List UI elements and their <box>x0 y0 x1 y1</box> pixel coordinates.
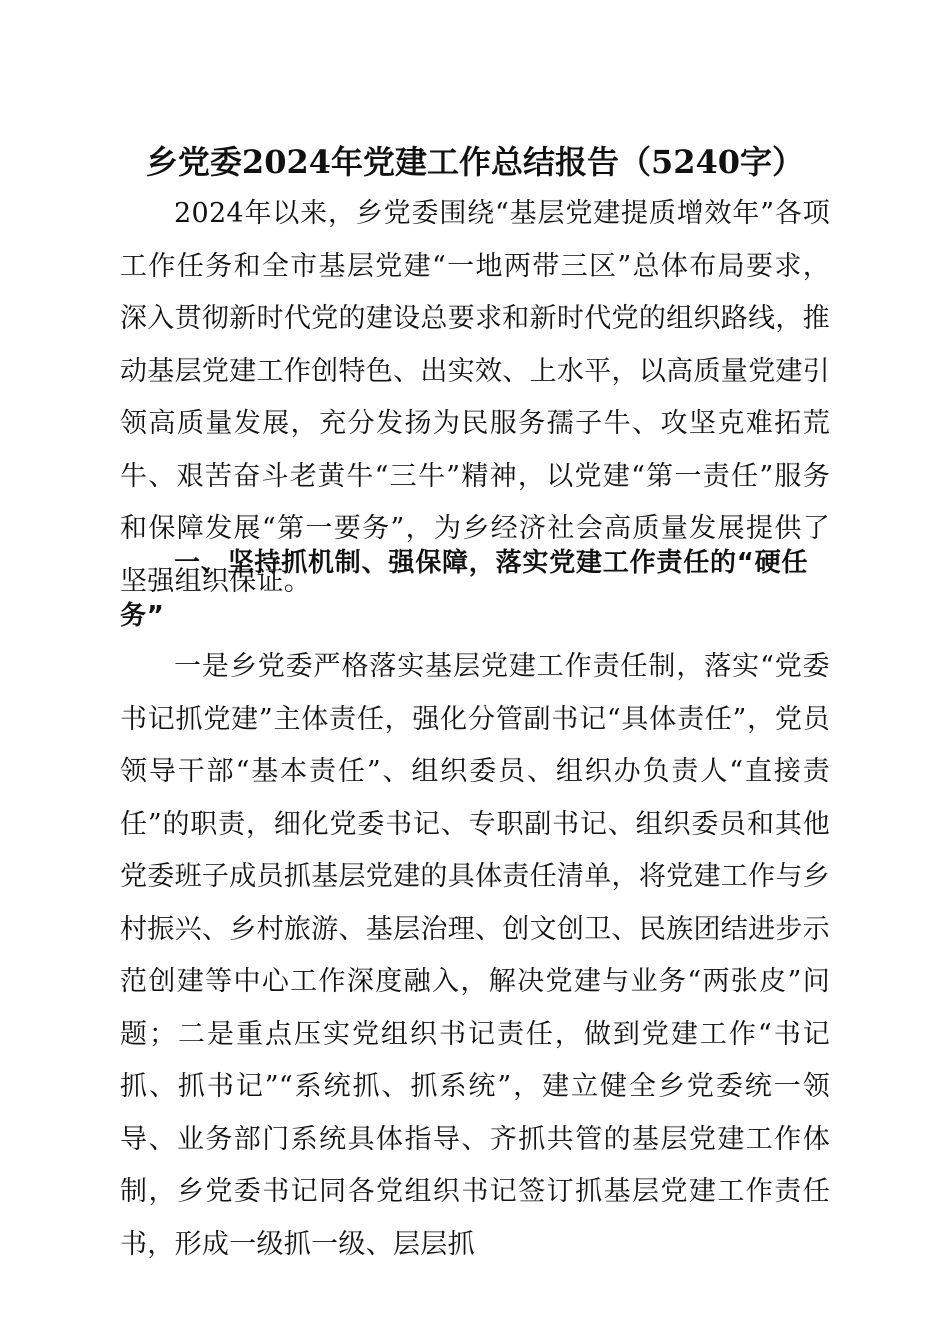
section-heading: 一、坚持抓机制、强保障，落实党建工作责任的“硬任务” <box>120 548 809 631</box>
document-title: 乡党委2024年党建工作总结报告（5240字） <box>145 143 805 181</box>
intro-paragraph: 2024年以来，乡党委围绕“基层党建提质增效年”各项工作任务和全市基层党建“一地两带三区”总体布局要求，深入贯彻新时代党的建设总要求和新时代党的组织路线，推动基层党建工作创特色、出实效、上水平，以高质量党建引领高质量发展，充分发扬为民服务孺子牛、攻坚克难拓荒牛、艰苦奋斗老黄牛“三牛”精神，以党建“第一责任”服务和保障发展“第一要务”，为乡经济社会高质量发展提供了坚强组织保证。 <box>120 198 830 597</box>
section-body-paragraph: 一是乡党委严格落实基层党建工作责任制，落实“党委书记抓党建”主体责任，强化分管副书记“具体责任”，党员领导干部“基本责任”、组织委员、组织办负责人“直接责任”的职责，细化党委书记、专职副书记、组织委员和其他党委班子成员抓基层党建的具体责任清单，将党建工作与乡村振兴、乡村旅游、基层治理、创文创卫、民族团结进步示范创建等中心工作深度融入，解决党建与业务“两张皮”问题；二是重点压实党组织书记责任，做到党建工作“书记抓、抓书记”“系统抓、抓系统”，建立健全乡党委统一领导、业务部门系统具体指导、齐抓共管的基层党建工作体制，乡党委书记同各党组织书记签订抓基层党建工作责任书，形成一级抓一级、层层抓 <box>120 651 830 1260</box>
